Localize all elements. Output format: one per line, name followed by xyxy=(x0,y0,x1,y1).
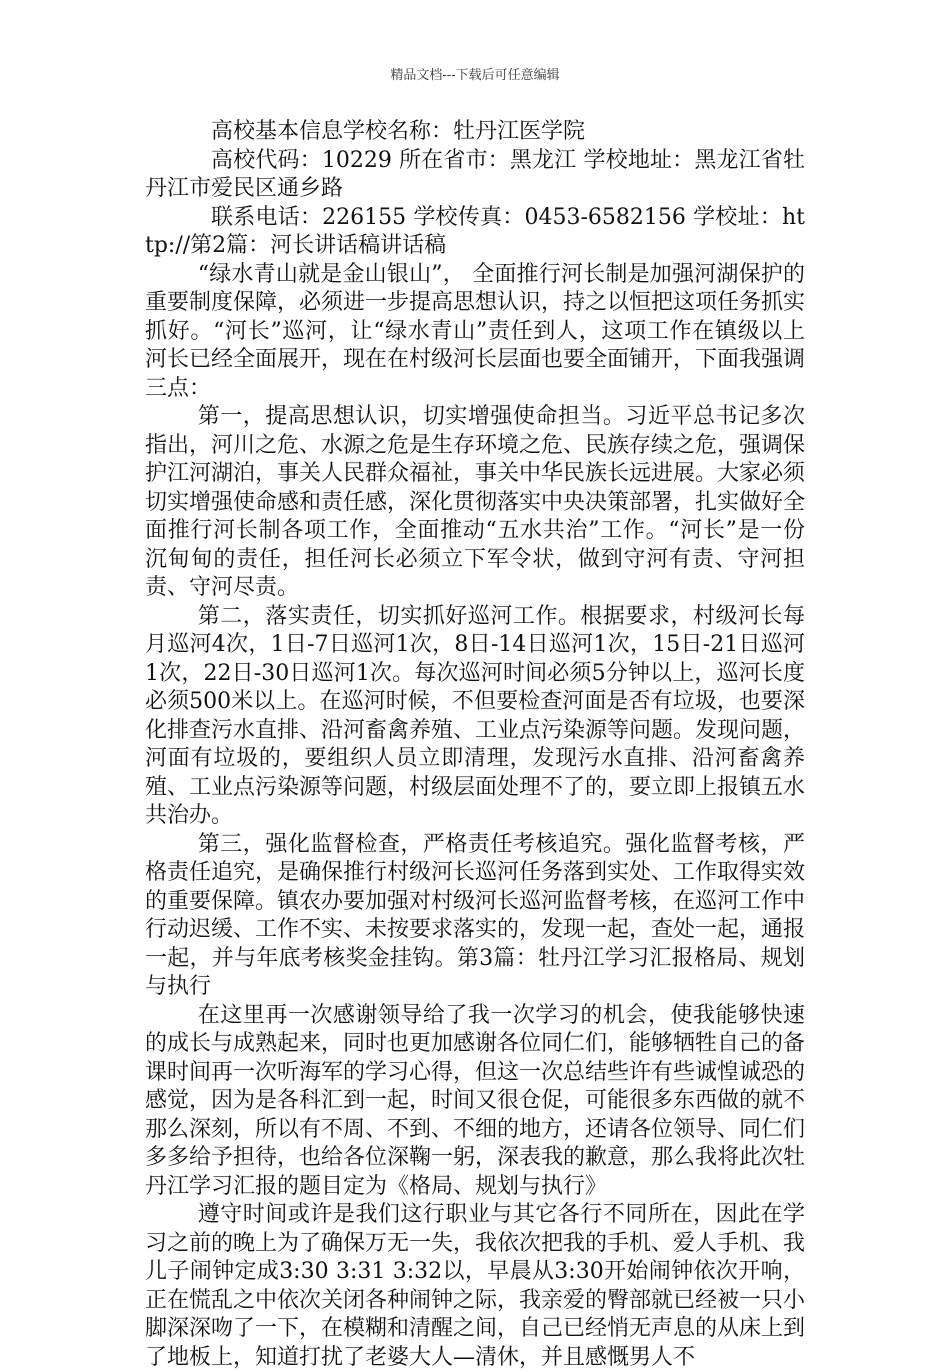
point-two-paragraph: 第二，落实责任，切实抓好巡河工作。根据要求，村级河长每月巡河4次，1日-7日巡河1次，8日-14日巡河1次，15日-21日巡河1次，22日-30日巡河1次。每次巡河时间必须5分钟以上，巡河长度必须500米以上。在巡河时候，不但要检查河面是否有垃圾，也要深化排查污水直排、沿河畜禽养殖、工业点污染源等问题。发现问题，河面有垃圾的，要组织人员立即清理，发现污水直排、沿河畜禽养殖、工业点污染源等问题，村级层面处理不了的，要立即上报镇五水共治办。 xyxy=(145,603,806,828)
document-body xyxy=(145,118,805,1372)
punctuality-paragraph: 遵守时间或许是我们这行职业与其它各行不同所在，因此在学习之前的晚上为了确保万无一失，我依次把我的手机、爱人手机、我儿子闹钟定成3:30 3:31 3:32以，早晨从3:30开始闹钟依次开响，正在慌乱之中依次关闭各种闹钟之际，我亲爱的臀部就已经被一只小脚深深吻了一下，在模糊和清醒之间，自己已经悄无声息的从床上到了地板上，知道打扰了老婆大人—清休，并且感慨男人不 xyxy=(145,1202,806,1370)
school-code-address-paragraph: 高校代码：10229 所在省市：黑龙江 学校地址：黑龙江省牡丹江市爱民区通乡路 xyxy=(145,147,805,201)
school-name-line: 高校基本信息学校名称：牡丹江医学院 xyxy=(211,119,586,144)
contact-info-paragraph: 联系电话：226155 学校传真：0453-6582156 学校址：http://第2篇：河长讲话稿讲话稿 xyxy=(145,204,805,258)
intro-paragraph: “绿水青山就是金山银山”， 全面推行河长制是加强河湖保护的重要制度保障，必须进一步提高思想认识，持之以恒把这项任务抓实抓好。“河长”巡河，让“绿水青山”责任到人，这项工作在镇级以上河长已经全面展开，现在在村级河长层面也要全面铺开，下面我强调三点： xyxy=(145,261,806,401)
point-three-paragraph: 第三，强化监督检查，严格责任考核追究。强化监督考核，严格责任追究，是确保推行村级河长巡河任务落到实处、工作取得实效的重要保障。镇农办要加强对村级河长巡河监督考核，在巡河工作中行动迟缓、工作不实、未按要求落实的，发现一起，查处一起，通报一起，并与年底考核奖金挂钩。第3篇：牡丹江学习汇报格局、规划与执行 xyxy=(145,831,806,999)
page-header-watermark: 精品文档---下载后可任意编辑 xyxy=(390,68,560,83)
point-one-paragraph: 第一，提高思想认识，切实增强使命担当。习近平总书记多次指出，河川之危、水源之危是生存环境之危、民族存续之危，强调保护江河湖泊，事关人民群众福祉，事关中华民族长远进展。大家必须切实增强使命感和责任感，深化贯彻落实中央决策部署，扎实做好全面推行河长制各项工作，全面推动“五水共治”工作。“河长”是一份沉甸甸的责任，担任河长必须立下军令状，做到守河有责、守河担责、守河尽责。 xyxy=(145,404,806,600)
thanks-paragraph: 在这里再一次感谢领导给了我一次学习的机会，使我能够快速的成长与成熟起来，同时也更加感谢各位同仁们，能够牺牲自己的备课时间再一次听海军的学习心得，但这一次总结些许有些诚惶诚恐的感觉，因为是各科汇到一起，时间又很仓促，可能很多东西做的就不那么深刻，所以有不周、不到、不细的地方，还请各位领导、同仁们多多给予担待，也给各位深鞠一躬，深表我的歉意，那么我将此次牡丹江学习汇报的题目定为《格局、规划与执行》 xyxy=(145,1002,806,1199)
